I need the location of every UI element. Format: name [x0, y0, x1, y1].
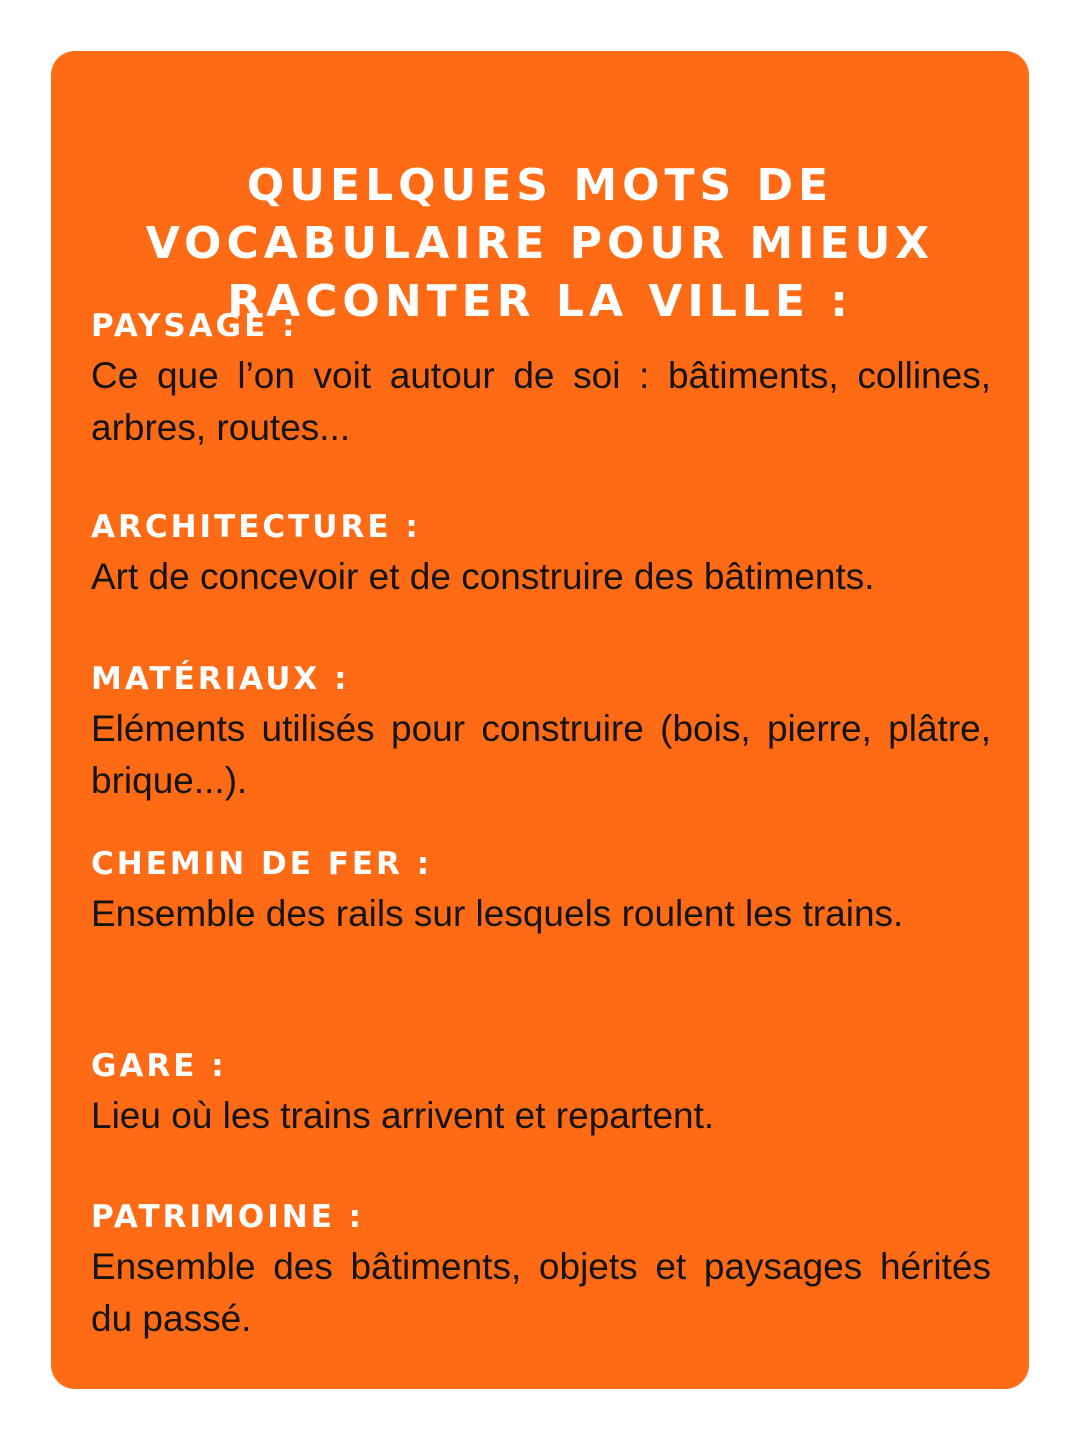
entry-chemin-de-fer	[91, 844, 991, 940]
title-line: QUELQUES MOTS DE	[246, 160, 834, 211]
entry-term: CHEMIN DE FER :	[91, 846, 433, 882]
entry-architecture	[91, 507, 991, 603]
entry-paysage	[91, 306, 991, 454]
entry-definition: Ensemble des rails sur lesquels roulent les trains.	[91, 893, 904, 934]
card-title	[51, 157, 1029, 331]
entry-gare	[91, 1046, 991, 1142]
entry-term: PAYSAGE :	[91, 308, 298, 344]
entry-term: MATÉRIAUX :	[91, 661, 350, 697]
entry-definition: Eléments utilisés pour construire (bois, pierre, plâtre, brique...).	[91, 708, 991, 801]
title-line: VOCABULAIRE POUR MIEUX	[145, 218, 935, 269]
vocabulary-card	[51, 51, 1029, 1389]
entry-definition: Ce que l’on voit autour de soi : bâtiments, collines, arbres, routes...	[91, 355, 991, 448]
entry-definition: Lieu où les trains arrivent et repartent.	[91, 1095, 715, 1136]
entry-term: ARCHITECTURE :	[91, 509, 421, 545]
entry-definition: Art de concevoir et de construire des bâtiments.	[91, 556, 875, 597]
title-line: RACONTER LA VILLE :	[227, 276, 853, 327]
entry-term: PATRIMOINE :	[91, 1199, 365, 1235]
entry-term: GARE :	[91, 1048, 227, 1084]
entry-definition: Ensemble des bâtiments, objets et paysages hérités du passé.	[91, 1246, 991, 1339]
entry-patrimoine	[91, 1197, 991, 1345]
entry-materiaux	[91, 659, 991, 807]
